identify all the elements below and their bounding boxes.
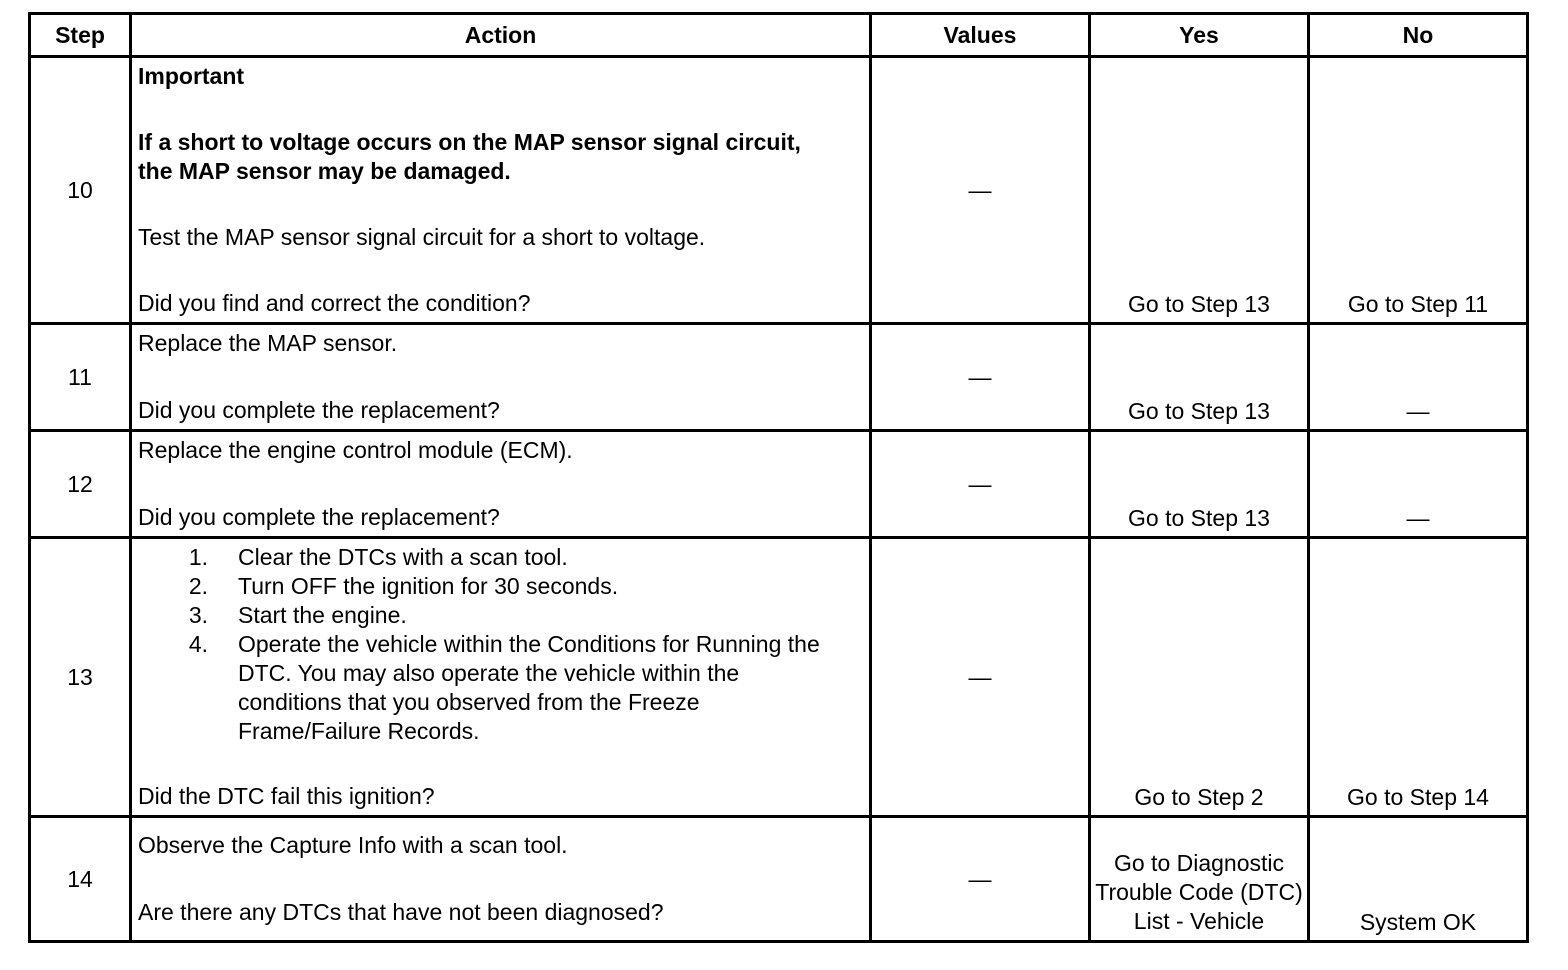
values-cell: — xyxy=(871,538,1090,817)
action-cell xyxy=(131,817,871,942)
list-item: 3. Start the engine. xyxy=(188,602,407,628)
header-values: Values xyxy=(871,14,1090,57)
yes-cell: Go to Step 13 xyxy=(1090,57,1309,324)
question-text: Did you find and correct the condition? xyxy=(138,290,531,316)
yes-cell: Go to Step 13 xyxy=(1090,324,1309,431)
table-row xyxy=(30,431,1528,538)
no-cell: System OK xyxy=(1309,817,1528,942)
table-row xyxy=(30,538,1528,817)
no-cell: Go to Step 14 xyxy=(1309,538,1528,817)
question-text: Did you complete the replacement? xyxy=(138,504,500,530)
instruction-text: Replace the engine control module (ECM). xyxy=(138,437,573,463)
diagnostic-table xyxy=(28,12,1529,943)
table-row xyxy=(30,324,1528,431)
header-step: Step xyxy=(30,14,131,57)
instruction-text: Observe the Capture Info with a scan tool. xyxy=(138,832,568,858)
no-cell: — xyxy=(1309,431,1528,538)
yes-cell: Go to Step 2 xyxy=(1090,538,1309,817)
action-cell xyxy=(131,538,871,817)
warning-text: If a short to voltage occurs on the MAP sensor signal circuit, the MAP sensor may be damaged. xyxy=(138,129,801,184)
values-cell: — xyxy=(871,324,1090,431)
table-row xyxy=(30,57,1528,324)
question-text: Did you complete the replacement? xyxy=(138,397,500,423)
no-cell: Go to Step 11 xyxy=(1309,57,1528,324)
header-yes: Yes xyxy=(1090,14,1309,57)
list-item: 1. Clear the DTCs with a scan tool. xyxy=(188,544,568,570)
yes-cell: Go to Diagnostic Trouble Code (DTC) List - Vehicle xyxy=(1090,817,1309,942)
header-no: No xyxy=(1309,14,1528,57)
instruction-text: Replace the MAP sensor. xyxy=(138,330,398,356)
values-cell: — xyxy=(871,57,1090,324)
values-cell: — xyxy=(871,431,1090,538)
list-item: 4. Operate the vehicle within the Conditions for Running the DTC. You may also operate the vehicle within the conditions that you observed from the Freeze Frame/Failure Records. xyxy=(188,631,820,744)
yes-cell: Go to Step 13 xyxy=(1090,431,1309,538)
action-cell xyxy=(131,57,871,324)
important-label: Important xyxy=(138,63,245,89)
no-cell: — xyxy=(1309,324,1528,431)
step-number: 11 xyxy=(30,324,131,431)
action-cell xyxy=(131,431,871,538)
question-text: Did the DTC fail this ignition? xyxy=(138,783,435,809)
header-row xyxy=(30,14,1528,57)
step-number: 13 xyxy=(30,538,131,817)
question-text: Are there any DTCs that have not been diagnosed? xyxy=(138,899,664,925)
header-action: Action xyxy=(131,14,871,57)
values-cell: — xyxy=(871,817,1090,942)
instruction-text: Test the MAP sensor signal circuit for a short to voltage. xyxy=(138,224,706,250)
list-item: 2. Turn OFF the ignition for 30 seconds. xyxy=(188,573,619,599)
step-number: 12 xyxy=(30,431,131,538)
step-number: 14 xyxy=(30,817,131,942)
step-number: 10 xyxy=(30,57,131,324)
procedure-list xyxy=(138,543,863,746)
table-row xyxy=(30,817,1528,942)
action-cell xyxy=(131,324,871,431)
